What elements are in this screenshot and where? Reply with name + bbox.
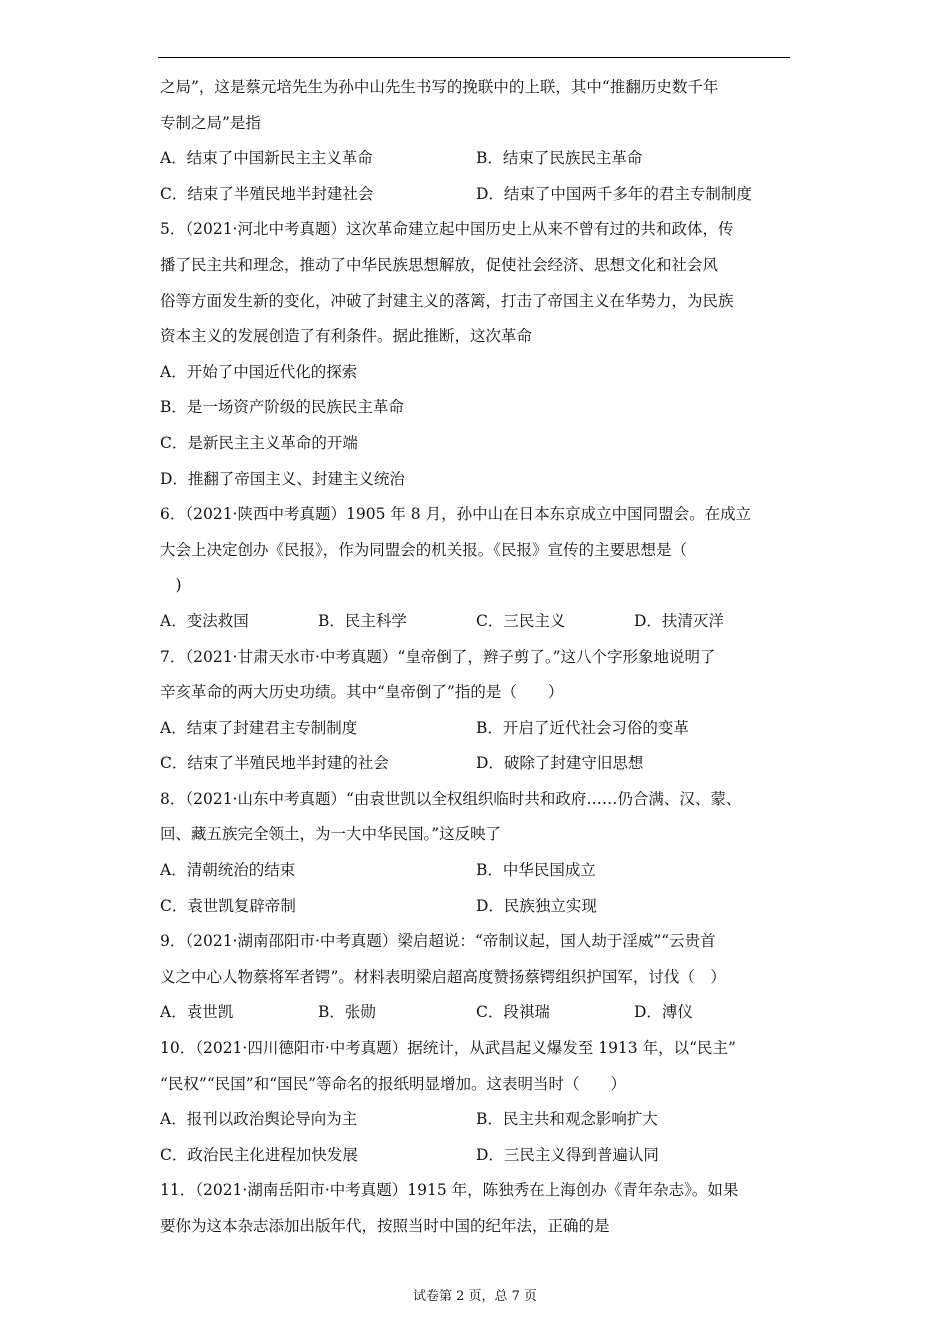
option-d: D．扶清灭洋	[634, 611, 724, 630]
option-b: B．民主共和观念影响扩大	[476, 1110, 658, 1129]
question-text-line: 俗等方面发生新的变化，冲破了封建主义的落篱，打击了帝国主义在华势力，为民族	[160, 291, 734, 310]
option-d: D．推翻了帝国主义、封建主义统治	[160, 469, 405, 488]
option-a: A．结束了封建君主专制制度	[160, 718, 358, 737]
option-a: A．袁世凯	[160, 1003, 234, 1022]
option-row	[160, 853, 792, 889]
option-d: D．溥仪	[634, 1003, 693, 1022]
question-text-line: 要你为这本杂志添加出版年代，按照当时中国的纪年法，正确的是	[160, 1217, 610, 1235]
option-row	[160, 746, 792, 782]
question-text-line: 义之中心人物蔡将军者锷”。材料表明梁启超高度赞扬蔡锷组织护国军，讨伐（ ）	[160, 967, 726, 986]
question-content	[160, 70, 792, 1245]
question-text-line: 资本主义的发展创造了有利条件。据此推断，这次革命	[160, 327, 533, 346]
question-text-line: 专制之局”是指	[160, 113, 261, 132]
option-c: C．段祺瑞	[476, 1003, 550, 1022]
question-text-line: 10．（2021·四川德阳市·中考真题）据统计，从武昌起义爆发至 1913 年，以“民主”	[160, 1039, 736, 1058]
question-text-line: )	[160, 576, 182, 595]
option-d: D．结束了中国两千多年的君主专制制度	[476, 184, 752, 203]
question-text-line: 辛亥革命的两大历史功绩。其中“皇帝倒了”指的是（ ）	[160, 683, 564, 702]
header-rule	[158, 57, 790, 58]
option-row	[160, 141, 792, 177]
option-c: C．是新民主主义革命的开端	[160, 433, 358, 452]
option-row	[160, 1138, 792, 1174]
option-row	[160, 711, 792, 747]
option-b: B．开启了近代社会习俗的变革	[476, 718, 689, 737]
option-d: D．破除了封建守旧思想	[476, 754, 644, 773]
option-c: C．结束了半殖民地半封建的社会	[160, 754, 389, 773]
option-c: C．政治民主化进程加快发展	[160, 1145, 358, 1164]
option-c: C．三民主义	[476, 611, 566, 630]
option-b: B．中华民国成立	[476, 861, 596, 880]
question-text-line: “民权”“民国”和“国民”等命名的报纸明显增加。这表明当时（ ）	[160, 1074, 627, 1093]
question-text-line: 7．（2021·甘肃天水市·中考真题）“皇帝倒了，辫子剪了。”这八个字形象地说明了	[160, 647, 716, 666]
question-text-line: 5．（2021·河北中考真题）这次革命建立起中国历史上从来不曾有过的共和政体，传	[160, 220, 734, 239]
option-a: A．结束了中国新民主主义革命	[160, 149, 373, 168]
option-a: A．变法救国	[160, 611, 249, 630]
option-a: A．报刊以政治舆论导向为主	[160, 1110, 358, 1129]
question-text-line: 播了民主共和理念，推动了中华民族思想解放，促使社会经济、思想文化和社会风	[160, 255, 719, 274]
question-text-line: 回、藏五族完全领土，为一大中华民国。”这反映了	[160, 825, 502, 844]
question-text-line: 之局”，这是蔡元培先生为孙中山先生书写的挽联中的上联，其中“推翻历史数千年	[160, 78, 719, 96]
option-d: D．民族独立实现	[476, 896, 597, 915]
question-text-line: 6．（2021·陕西中考真题）1905 年 8 月，孙中山在日本东京成立中国同盟会。在成立	[160, 505, 752, 524]
option-row	[160, 889, 792, 925]
question-text-line: 大会上决定创办《民报》，作为同盟会的机关报。《民报》宣传的主要思想是（	[160, 540, 688, 559]
question-text-line: 11．（2021·湖南岳阳市·中考真题）1915 年，陈独秀在上海创办《青年杂志》。如果	[160, 1181, 739, 1200]
question-text-line: 9．（2021·湖南邵阳市·中考真题）梁启超说：“帝制议起，国人劫于淫威”“云贵首	[160, 932, 716, 951]
option-b: B．结束了民族民主革命	[476, 149, 643, 168]
option-b: B．是一场资产阶级的民族民主革命	[160, 398, 404, 417]
option-c: C．结束了半殖民地半封建社会	[160, 184, 374, 203]
option-b: B．张勋	[318, 1003, 376, 1022]
option-a: A．开始了中国近代化的探索	[160, 362, 358, 381]
option-c: C．袁世凯复辟帝制	[160, 896, 296, 915]
option-row	[160, 1102, 792, 1138]
option-row	[160, 604, 792, 640]
option-b: B．民主科学	[318, 611, 407, 630]
question-text-line: 8．（2021·山东中考真题）“由袁世凯以全权组织临时共和政府……仍合满、汉、蒙、	[160, 789, 742, 808]
option-row	[160, 177, 792, 213]
option-d: D．三民主义得到普遍认同	[476, 1145, 659, 1164]
option-a: A．清朝统治的结束	[160, 861, 296, 880]
page-footer: 试卷第 2 页，总 7 页	[412, 1289, 538, 1304]
option-row	[160, 995, 792, 1031]
